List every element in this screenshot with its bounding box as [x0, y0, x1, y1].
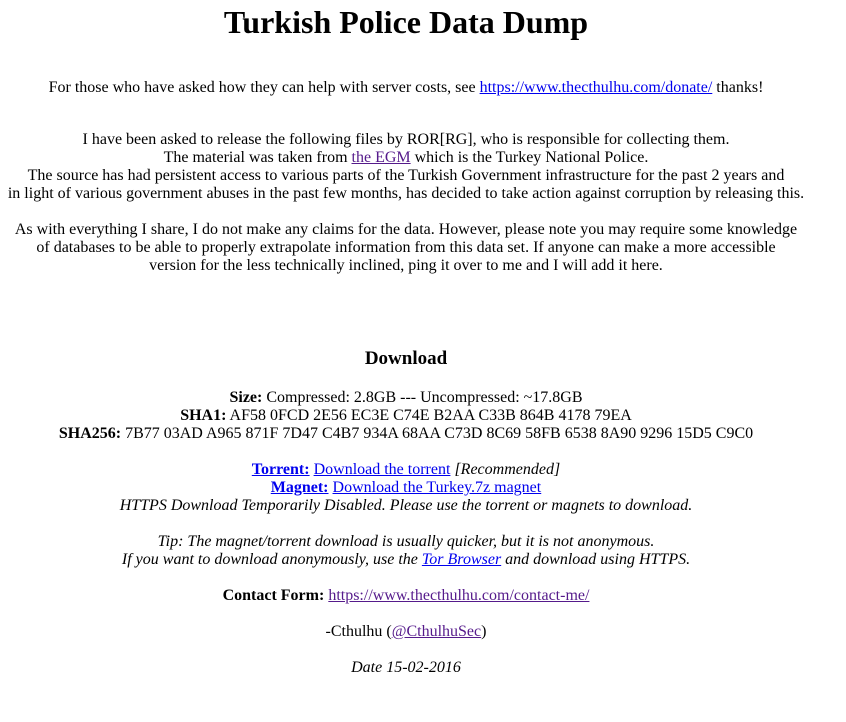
contact-line — [0, 587, 812, 605]
signature-close: ) — [481, 623, 487, 640]
magnet-label-link[interactable]: Magnet: — [270, 479, 329, 496]
signature-line — [0, 623, 812, 641]
download-heading: Download — [364, 348, 448, 369]
torrent-download-link[interactable]: Download the torrent — [313, 461, 451, 478]
donate-text-after: thanks! — [712, 79, 764, 96]
sha1-label: SHA1: — [180, 407, 227, 424]
contact-link[interactable]: https://www.thecthulhu.com/contact-me/ — [328, 587, 590, 604]
magnet-line — [0, 479, 812, 497]
torrent-line — [0, 461, 812, 479]
sha1-line — [0, 407, 812, 425]
size-label: Size: — [229, 389, 263, 406]
donate-link[interactable]: https://www.thecthulhu.com/donate/ — [479, 79, 713, 96]
disclaimer-line-1: As with everything I share, I do not make any claims for the data. However, please note you may require some knowledge — [14, 221, 798, 238]
intro-line-1: I have been asked to release the following files by ROR[RG], who is responsible for collecting them. — [82, 131, 730, 148]
tip-line-2 — [0, 551, 812, 569]
intro-line-2-before: The material was taken from — [163, 149, 352, 166]
intro-line-3: The source has had persistent access to various parts of the Turkish Government infrastructure for the past 2 years and — [27, 167, 785, 184]
https-notice: HTTPS Download Temporarily Disabled. Please use the torrent or magnets to download. — [119, 497, 693, 514]
date-line: Date 15-02-2016 — [351, 659, 461, 676]
intro-line-2-after: which is the Turkey National Police. — [410, 149, 649, 166]
tip-line-2-after: and download using HTTPS. — [501, 551, 691, 568]
sha1-value: AF58 0FCD 2E56 EC3E C74E B2AA C33B 864B 4178 79EA — [226, 407, 632, 424]
sha256-label: SHA256: — [58, 425, 122, 442]
torrent-label-link[interactable]: Torrent: — [251, 461, 310, 478]
magnet-download-link[interactable]: Download the Turkey.7z magnet — [332, 479, 542, 496]
page-title: Turkish Police Data Dump — [223, 4, 589, 40]
intro-line-2 — [0, 149, 812, 167]
intro-line-4: in light of various government abuses in the past few months, has decided to take action against corruption by releasing this. — [7, 185, 805, 202]
disclaimer-line-3: version for the less technically inclined, ping it over to me and I will add it here. — [149, 257, 663, 274]
egm-link[interactable]: the EGM — [351, 149, 411, 166]
sha256-value: 7B77 03AD A965 871F 7D47 C4B7 934A 68AA C73D 8C69 58FB 6538 8A90 9296 15D5 C9C0 — [121, 425, 754, 442]
disclaimer-line-2: of databases to be able to properly extrapolate information from this data set. If anyone can make a more accessible — [36, 239, 776, 256]
tip-line-1: Tip: The magnet/torrent download is usually quicker, but it is not anonymous. — [157, 533, 655, 550]
twitter-handle-link[interactable]: @CthulhuSec — [391, 623, 482, 640]
signature-name: -Cthulhu ( — [325, 623, 392, 640]
donate-line — [0, 79, 812, 97]
size-line — [0, 389, 812, 407]
donate-text-before: For those who have asked how they can help with server costs, see — [48, 79, 480, 96]
size-value: Compressed: 2.8GB --- Uncompressed: ~17.8GB — [262, 389, 583, 406]
sha256-line — [0, 425, 812, 443]
contact-label: Contact Form: — [222, 587, 325, 604]
tor-browser-link[interactable]: Tor Browser — [421, 551, 502, 568]
torrent-note: [Recommended] — [450, 461, 561, 478]
tip-line-2-before: If you want to download anonymously, use the — [121, 551, 422, 568]
